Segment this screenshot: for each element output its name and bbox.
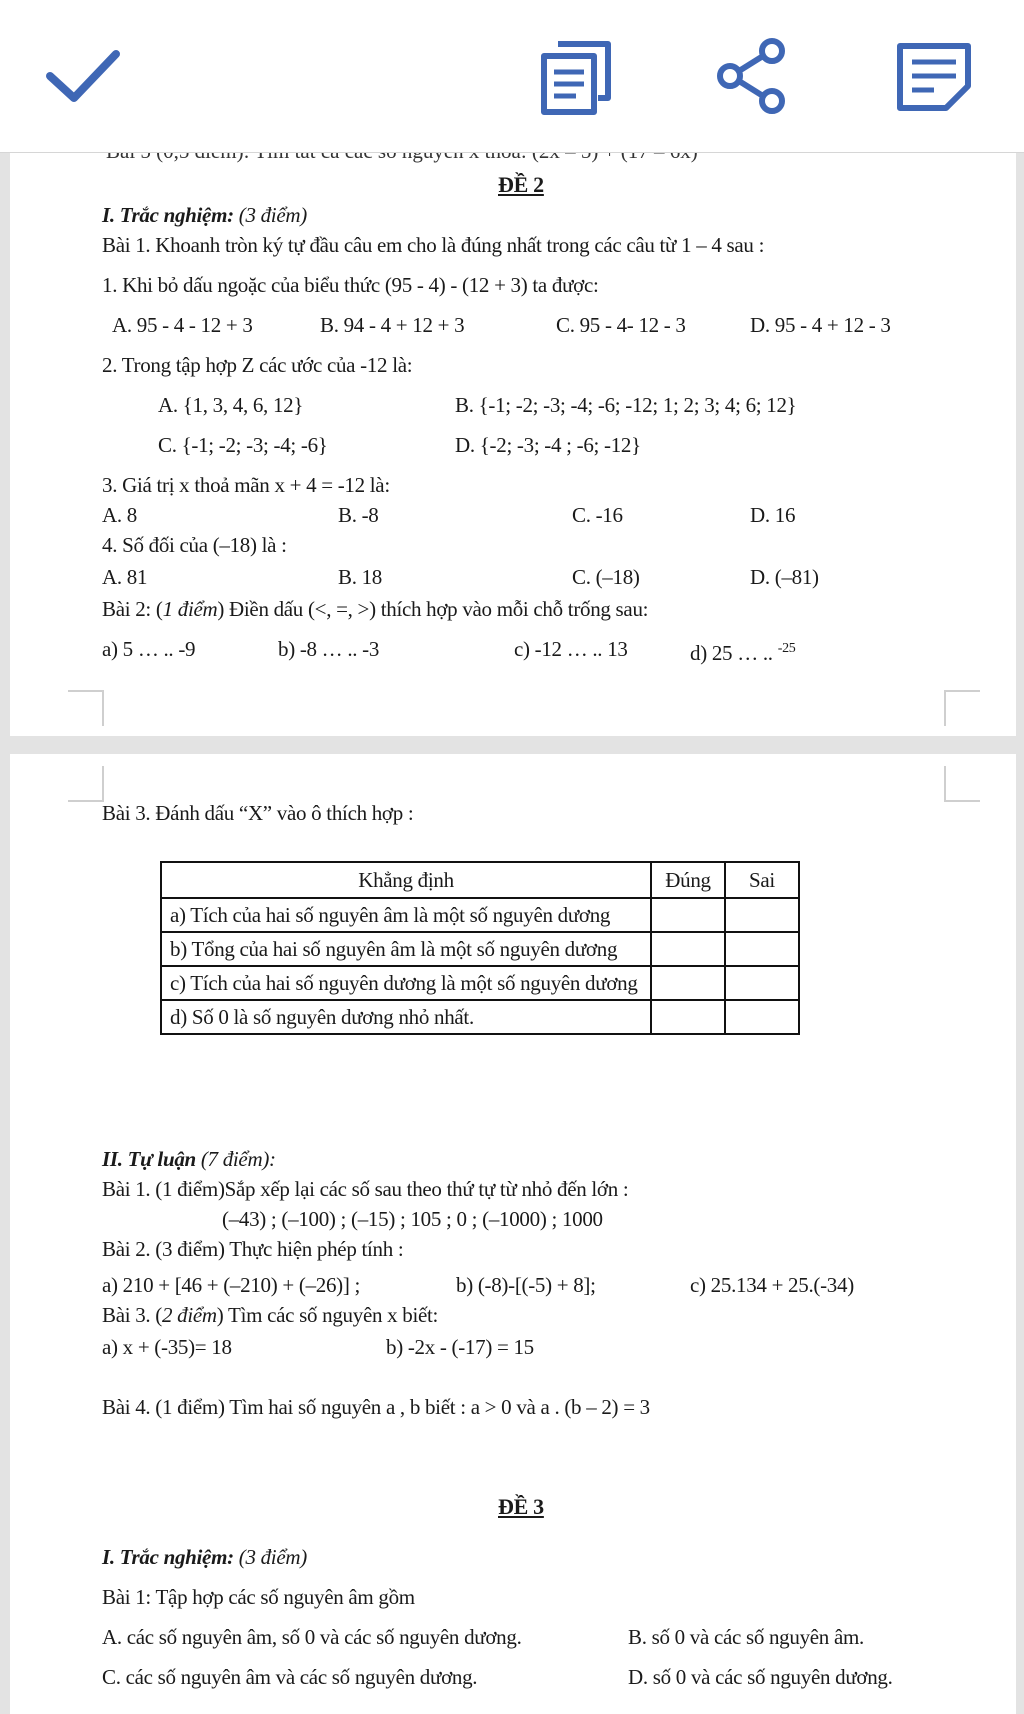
answer-option: C. -16 [572,503,623,527]
page-corner-mark [68,766,104,802]
answer-option: B. -8 [338,503,379,527]
question-text: 3. Giá trị x thoả mãn x + 4 = -12 là: [102,473,390,497]
check-icon [44,36,124,116]
question-text: Bài 3. (2 điểm) Tìm các số nguyên x biết: [102,1303,439,1327]
answer-option: A. 95 - 4 - 12 + 3 [112,313,253,337]
question-text: Bài 2: (1 điểm) Điền dấu (<, =, >) thích hợp vào mỗi chỗ trống sau: [102,597,649,621]
answer-option: b) (-8)-[(-5) + 8]; [456,1273,596,1297]
question-text: Bài 1. Khoanh tròn ký tự đầu câu em cho là đúng nhất trong các câu từ 1 – 4 sau : [102,233,765,257]
share-button[interactable] [714,36,794,116]
answer-option: C. các số nguyên âm và các số nguyên dương. [102,1665,478,1689]
question-text: 2. Trong tập hợp Z các ước của -12 là: [102,353,413,377]
answer-option: D. (–81) [750,565,819,589]
top-toolbar [0,0,1024,153]
statement-cell: a) Tích của hai số nguyên âm là một số nguyên dương [161,898,651,932]
answer-option: B. số 0 và các số nguyên âm. [628,1625,864,1649]
answer-option: A. {1, 3, 4, 6, 12} [158,393,304,417]
section-heading: I. Trắc nghiệm: (3 điểm) [102,1545,307,1569]
number-list: (–43) ; (–100) ; (–15) ; 105 ; 0 ; (–1000) ; 1000 [222,1207,603,1231]
true-checkbox-cell[interactable] [651,898,725,932]
answer-option: c) 25.134 + 25.(-34) [690,1273,854,1297]
copy-icon [536,36,616,116]
answer-option: B. 18 [338,565,383,589]
true-checkbox-cell[interactable] [651,966,725,1000]
question-text: Bài 3. Đánh dấu “X” vào ô thích hợp : [102,801,414,825]
page-corner-mark [944,766,980,802]
table-row [161,932,799,966]
table-header-row [161,862,799,898]
answer-option: B. {-1; -2; -3; -4; -6; -12; 1; 2; 3; 4; 6; 12} [455,393,797,417]
page-corner-mark [68,690,104,726]
answer-option: b) -2x - (-17) = 15 [386,1335,534,1359]
answer-option: b) -8 … .. -3 [278,637,380,661]
clipped-previous-line [10,152,1016,166]
answer-option: a) x + (-35)= 18 [102,1335,232,1359]
answer-option: C. 95 - 4- 12 - 3 [556,313,686,337]
question-text: Bài 1. (1 điểm)Sắp xếp lại các số sau theo thứ tự từ nhỏ đến lớn : [102,1177,629,1201]
share-icon [714,36,794,116]
false-checkbox-cell[interactable] [725,898,799,932]
answer-option: a) 210 + [46 + (–210) + (–26)] ; [102,1273,361,1297]
question-text: 1. Khi bỏ dấu ngoặc của biểu thức (95 - 4) - (12 + 3) ta được: [102,273,599,297]
false-checkbox-cell[interactable] [725,966,799,1000]
table-header: Đúng [651,862,725,898]
table-row [161,1000,799,1034]
document-page-2 [10,754,1016,1714]
document-page-1 [10,152,1016,736]
answer-option: D. số 0 và các số nguyên dương. [628,1665,893,1689]
question-text: Bài 4. (1 điểm) Tìm hai số nguyên a , b biết : a > 0 và a . (b – 2) = 3 [102,1395,650,1419]
note-icon [894,36,974,116]
exam-title-de2: ĐỀ 2 [498,172,544,197]
true-checkbox-cell[interactable] [651,1000,725,1034]
page-corner-mark [944,690,980,726]
note-button[interactable] [894,36,974,116]
done-button[interactable] [44,36,124,116]
question-text: Bài 2. (3 điểm) Thực hiện phép tính : [102,1237,404,1261]
table-row [161,898,799,932]
answer-option: C. (–18) [572,565,640,589]
answer-option: D. 95 - 4 + 12 - 3 [750,313,891,337]
answer-option: A. 81 [102,565,148,589]
exam-title-de3: ĐỀ 3 [498,1494,544,1519]
answer-option: c) -12 … .. 13 [514,637,628,661]
false-checkbox-cell[interactable] [725,932,799,966]
answer-option: A. 8 [102,503,137,527]
question-text: 4. Số đối của (–18) là : [102,533,287,557]
statement-cell: d) Số 0 là số nguyên dương nhỏ nhất. [161,1000,651,1034]
answer-option: D. 16 [750,503,796,527]
section-heading: II. Tự luận (7 điểm): [102,1147,276,1171]
question-text: Bài 1: Tập hợp các số nguyên âm gồm [102,1585,415,1609]
statement-cell: c) Tích của hai số nguyên dương là một số nguyên dương [161,966,651,1000]
table-row [161,966,799,1000]
table-header: Sai [725,862,799,898]
answer-option: d) 25 … .. $^{-25}$ [690,641,796,665]
true-false-table [160,861,800,1035]
statement-cell: b) Tổng của hai số nguyên âm là một số nguyên dương [161,932,651,966]
section-heading: I. Trắc nghiệm: (3 điểm) [102,203,307,227]
false-checkbox-cell[interactable] [725,1000,799,1034]
copy-button[interactable] [536,36,616,116]
true-checkbox-cell[interactable] [651,932,725,966]
answer-option: B. 94 - 4 + 12 + 3 [320,313,465,337]
answer-option: A. các số nguyên âm, số 0 và các số nguyên dương. [102,1625,522,1649]
answer-option: D. {-2; -3; -4 ; -6; -12} [455,433,641,457]
table-header: Khẳng định [161,862,651,898]
answer-option: a) 5 … .. -9 [102,637,196,661]
answer-option: C. {-1; -2; -3; -4; -6} [158,433,328,457]
